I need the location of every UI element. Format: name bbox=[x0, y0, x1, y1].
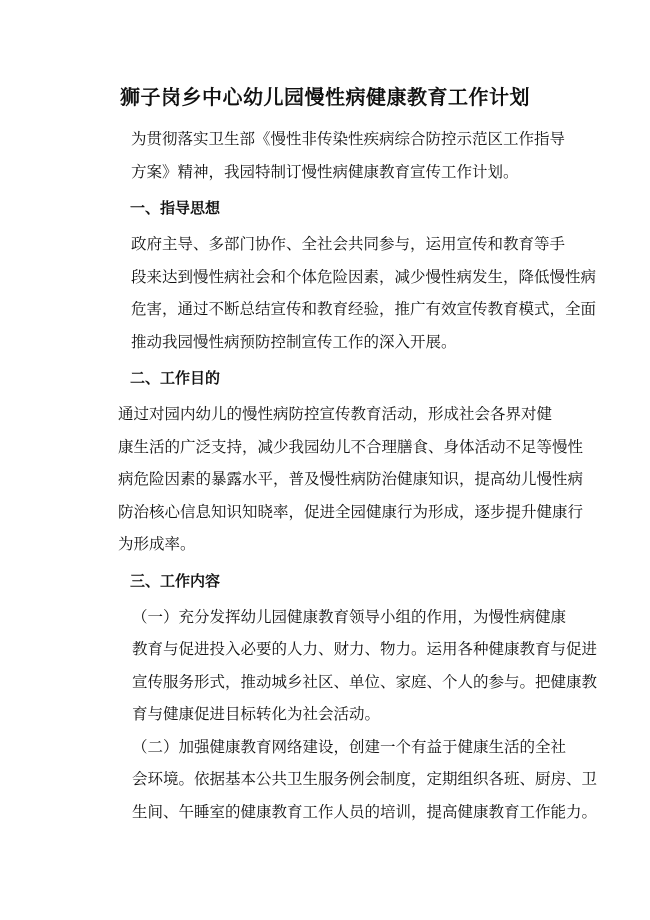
section-paragraph bbox=[116, 398, 584, 561]
text-line: 康生活的广泛支持，减少我园幼儿不合理膳食、身体活动不足等慢性 bbox=[118, 437, 584, 456]
section-paragraph bbox=[116, 601, 598, 731]
text-line: 方案》精神，我园特制订慢性病健康教育宣传工作计划。 bbox=[131, 162, 519, 181]
text-line: 推动我园慢性病预防控制宣传工作的深入开展。 bbox=[131, 332, 457, 351]
text-line: 宣传服务形式，推动城乡社区、单位、家庭、个人的参与。把健康教 bbox=[132, 672, 598, 691]
section-heading-work-content: 三、工作内容 bbox=[130, 571, 221, 590]
text-line: 危害，通过不断总结宣传和教育经验，推广有效宣传教育模式，全面 bbox=[131, 300, 597, 318]
document-title: 狮子岗乡中心幼儿园慢性病健康教育工作计划 bbox=[120, 85, 530, 109]
text-line: （二）加强健康教育网络建设，创建一个有益于健康生活的全社 bbox=[132, 737, 567, 756]
text-line: 育与健康促进目标转化为社会活动。 bbox=[132, 705, 381, 723]
section-paragraph bbox=[116, 731, 598, 829]
document-body bbox=[116, 123, 598, 828]
text-line: 防治核心信息知识知晓率，促进全园健康行为形成，逐步提升健康行 bbox=[118, 502, 584, 521]
section-heading-guiding-thought: 一、指导思想 bbox=[130, 199, 221, 217]
text-line: 为形成率。 bbox=[118, 535, 196, 553]
text-line: 教育与促进投入必要的人力、财力、物力。运用各种健康教育与促进 bbox=[132, 640, 598, 658]
text-line: 为贯彻落实卫生部《慢性非传染性疾病综合防控示范区工作指导 bbox=[131, 130, 566, 148]
text-line: 通过对园内幼儿的慢性病防控宣传教育活动，形成社会各界对健 bbox=[118, 405, 553, 423]
intro-paragraph bbox=[116, 123, 566, 188]
text-line: 段来达到慢性病社会和个体危险因素，减少慢性病发生，降低慢性病 bbox=[131, 267, 597, 286]
text-line: 生间、午睡室的健康教育工作人员的培训，提高健康教育工作能力。 bbox=[132, 802, 598, 821]
text-line: （一）充分发挥幼儿园健康教育领导小组的作用，为慢性病健康 bbox=[132, 607, 567, 626]
text-line: 病危险因素的暴露水平，普及慢性病防治健康知识，提高幼儿慢性病 bbox=[118, 470, 584, 488]
text-line: 政府主导、多部门协作、全社会共同参与，运用宣传和教育等手 bbox=[131, 235, 566, 253]
section-heading-work-purpose: 二、工作目的 bbox=[130, 369, 221, 387]
text-line: 会环境。依据基本公共卫生服务例会制度，定期组织各班、厨房、卫 bbox=[132, 770, 598, 788]
section-paragraph bbox=[116, 228, 597, 358]
